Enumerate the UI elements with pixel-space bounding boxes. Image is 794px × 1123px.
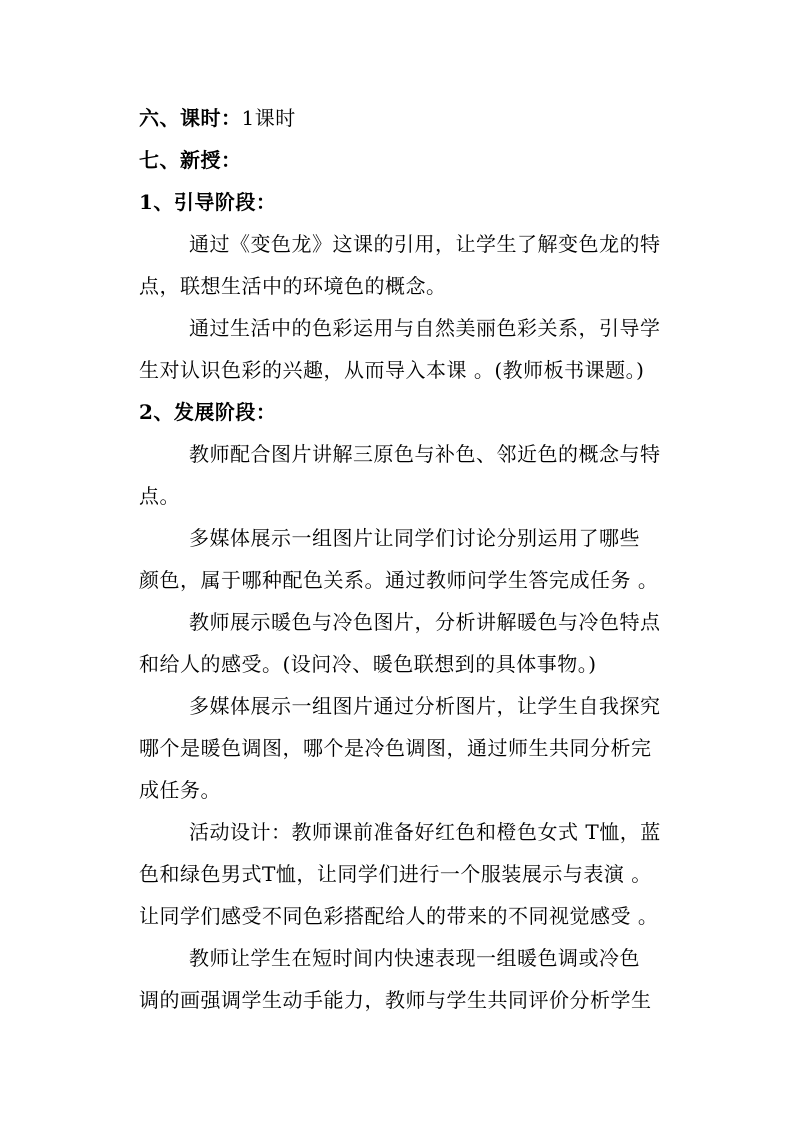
paragraph-line: 成任务。 <box>139 778 221 802</box>
paragraph-line: 多媒体展示一组图片让同学们讨论分别运用了哪些 <box>189 526 640 550</box>
paragraph-line: 活动设计：教师课前准备好红色和橙色女式 T恤，蓝 <box>189 820 661 844</box>
paragraph-line: 让同学们感受不同色彩搭配给人的带来的不同视觉感受 。 <box>139 904 659 928</box>
paragraph-line: 生对认识色彩的兴趣，从而导入本课 。(教师板书课题。) <box>139 358 645 382</box>
paragraph-line: 通过《变色龙》这课的引用，让学生了解变色龙的特 <box>189 232 661 256</box>
section-six-heading <box>139 104 679 132</box>
paragraph-line: 哪个是暖色调图，哪个是冷色调图，通过师生共同分析完 <box>139 736 652 760</box>
paragraph-line: 教师展示暖色与冷色图片，分析讲解暖色与冷色特点 <box>189 610 661 634</box>
paragraph-line: 通过生活中的色彩运用与自然美丽色彩关系，引导学 <box>189 316 661 340</box>
paragraph-line: 教师配合图片讲解三原色与补色、邻近色的概念与特 <box>189 442 661 466</box>
section-six-label: 六、课时： <box>139 106 242 130</box>
subsection-guide-heading: 1、引导阶段： <box>139 190 277 214</box>
paragraph-line: 调的画强调学生动手能力，教师与学生共同评价分析学生 <box>139 988 652 1012</box>
paragraph-line: 颜色，属于哪种配色关系。通过教师问学生答完成任务 。 <box>139 568 659 592</box>
subsection-develop-heading: 2、发展阶段： <box>139 400 277 424</box>
section-seven-heading: 七、新授： <box>139 148 242 172</box>
paragraph-line: 点。 <box>139 484 180 508</box>
paragraph-line: 色和绿色男式T恤，让同学们进行一个服装展示与表演 。 <box>139 862 652 886</box>
paragraph-line: 教师让学生在短时间内快速表现一组暖色调或冷色 <box>189 946 640 970</box>
paragraph-line: 多媒体展示一组图片通过分析图片，让学生自我探究 <box>189 694 661 718</box>
paragraph-line: 和给人的感受。(设问冷、暖色联想到的具体事物。) <box>139 652 597 676</box>
paragraph-line: 点，联想生活中的环境色的概念。 <box>139 274 447 298</box>
section-six-value: 1课时 <box>241 106 296 130</box>
